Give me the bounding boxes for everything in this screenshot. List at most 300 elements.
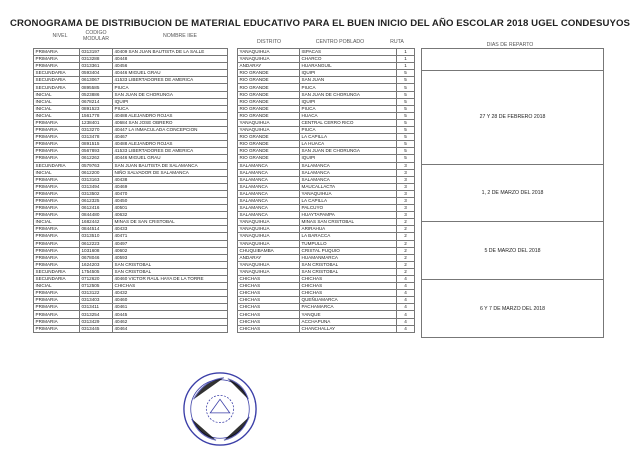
cell-distrito: YANAQUIHUA: [238, 268, 300, 275]
table-row: [34, 233, 415, 240]
table-row: [34, 70, 415, 77]
cell-centro: ISPACAS: [300, 49, 397, 56]
cell-centro: MAUCALLACTA: [300, 183, 397, 190]
cell-ruta: 4: [397, 304, 415, 311]
cell-codigo: 0313254: [80, 311, 113, 318]
cell-nivel: PRIMARIA: [34, 119, 80, 126]
cell-centro: LA BARACCA: [300, 233, 397, 240]
table-row: [34, 297, 415, 304]
cell-centro: MINAS SAN CRISTOBAL: [300, 219, 397, 226]
cell-ruta: 2: [397, 226, 415, 233]
cell-codigo: 0313478: [80, 134, 113, 141]
table-row: [34, 268, 415, 275]
cell-nombre: 40460: [113, 297, 228, 304]
cell-ruta: 2: [397, 240, 415, 247]
header-codigo: CODIGO MODULAR: [83, 30, 109, 42]
cell-centro: CENTRAL CERRO RICO: [300, 119, 397, 126]
cell-spacer: [228, 56, 238, 63]
cell-nivel: SECUNDARIA: [34, 276, 80, 283]
cell-ruta: 5: [397, 141, 415, 148]
cell-spacer: [228, 276, 238, 283]
table-row: [34, 183, 415, 190]
table-row: [34, 141, 415, 148]
cell-ruta: 5: [397, 105, 415, 112]
cell-spacer: [228, 297, 238, 304]
table-row: [34, 49, 415, 56]
cell-nivel: INICIAL: [34, 169, 80, 176]
cell-centro: SALAMANCA: [300, 162, 397, 169]
table-row: [34, 162, 415, 169]
cell-distrito: ANDARAY: [238, 254, 300, 261]
cell-ruta: 4: [397, 325, 415, 332]
table-row: [34, 119, 415, 126]
cell-distrito: YANAQUIHUA: [238, 119, 300, 126]
cell-nivel: PRIMARIA: [34, 304, 80, 311]
header-nombre: NOMBRE IIEE: [162, 33, 197, 39]
cell-nivel: PRIMARIA: [34, 311, 80, 318]
cell-centro: ACCHAPUNA: [300, 318, 397, 325]
cell-codigo: 0313361: [80, 63, 113, 70]
cell-nivel: SECUNDARIA: [34, 268, 80, 275]
cell-ruta: 5: [397, 134, 415, 141]
cell-nombre: 40446 MIGUEL GRAU: [113, 155, 228, 162]
cell-centro: HUAYTAPAMPA: [300, 212, 397, 219]
cell-nombre: 40460 VICTOR RAUL HAYA DE LA TORRE: [113, 276, 228, 283]
header-dias: DIAS DE REPARTO: [486, 42, 534, 48]
cell-distrito: ANDARAY: [238, 63, 300, 70]
cell-nivel: PRIMARIA: [34, 318, 80, 325]
cell-centro: SALAMANCA: [300, 169, 397, 176]
cell-nivel: INICIAL: [34, 98, 80, 105]
cell-codigo: 1624203: [80, 261, 113, 268]
cell-nivel: PRIMARIA: [34, 127, 80, 134]
cell-spacer: [228, 205, 238, 212]
cell-spacer: [228, 304, 238, 311]
cell-codigo: 0895585: [80, 84, 113, 91]
cell-nivel: PRIMARIA: [34, 134, 80, 141]
cell-nivel: PRIMARIA: [34, 56, 80, 63]
date-cell: 27 Y 28 DE FEBRERO 2018: [422, 71, 604, 164]
cell-nombre: SAN JUAN BAUTISTA DE SALAMANCA: [113, 162, 228, 169]
cell-ruta: 4: [397, 290, 415, 297]
schools-table: [33, 48, 415, 333]
cell-distrito: YANAQUIHUA: [238, 127, 300, 134]
header-distrito: DISTRITO: [256, 39, 282, 45]
cell-nombre: 40446 MIGUEL GRAU: [113, 70, 228, 77]
table-row: [34, 77, 415, 84]
cell-codigo: 0313270: [80, 127, 113, 134]
cell-distrito: CHICHAS: [238, 311, 300, 318]
cell-distrito: CHICHAS: [238, 304, 300, 311]
cell-nivel: PRIMARIA: [34, 212, 80, 219]
cell-codigo: 0612200: [80, 169, 113, 176]
cell-distrito: YANAQUIHUA: [238, 261, 300, 268]
cell-distrito: SALAMANCA: [238, 205, 300, 212]
cell-spacer: [228, 247, 238, 254]
cell-distrito: RIO GRANDE: [238, 112, 300, 119]
cell-nombre: 40447 LA INMACULADA CONCEPCION: [113, 127, 228, 134]
cell-nombre: PIUCA: [113, 84, 228, 91]
date-group: [422, 164, 604, 222]
cell-centro: LA HUACA: [300, 141, 397, 148]
cell-spacer: [228, 77, 238, 84]
cell-ruta: 5: [397, 112, 415, 119]
cell-codigo: 0313163: [80, 176, 113, 183]
cell-nivel: PRIMARIA: [34, 247, 80, 254]
cell-nivel: INICIAL: [34, 283, 80, 290]
cell-spacer: [228, 254, 238, 261]
cell-codigo: 0612223: [80, 240, 113, 247]
cell-ruta: 2: [397, 268, 415, 275]
cell-ruta: 2: [397, 233, 415, 240]
official-seal: [181, 370, 259, 448]
date-group: [422, 71, 604, 164]
cell-distrito: CHICHAS: [238, 283, 300, 290]
cell-centro: HUAMANMARCA: [300, 254, 397, 261]
cell-distrito: SALAMANCA: [238, 169, 300, 176]
table-row: [34, 134, 415, 141]
cell-codigo: 0313403: [80, 297, 113, 304]
cell-nombre: 40501: [113, 205, 228, 212]
cell-nivel: PRIMARIA: [34, 297, 80, 304]
table-row: [34, 261, 415, 268]
cell-nivel: PRIMARIA: [34, 148, 80, 155]
cell-distrito: CHICHAS: [238, 325, 300, 332]
cell-centro: HUARANGUIL: [300, 63, 397, 70]
cell-distrito: RIO GRANDE: [238, 141, 300, 148]
cell-ruta: 3: [397, 197, 415, 204]
cell-nivel: PRIMARIA: [34, 63, 80, 70]
cell-ruta: 3: [397, 190, 415, 197]
header-centro: CENTRO POBLADO: [315, 39, 365, 45]
cell-ruta: 5: [397, 91, 415, 98]
cell-ruta: 5: [397, 155, 415, 162]
cell-spacer: [228, 325, 238, 332]
cell-nivel: SECUNDARIA: [34, 162, 80, 169]
table-row: [34, 212, 415, 219]
cell-distrito: RIO GRANDE: [238, 84, 300, 91]
date-group: [422, 49, 604, 71]
cell-spacer: [228, 169, 238, 176]
cell-codigo: 0891523: [80, 105, 113, 112]
cell-spacer: [228, 141, 238, 148]
table-row: [34, 112, 415, 119]
cell-nivel: PRIMARIA: [34, 155, 80, 162]
cell-nombre: 40433: [113, 226, 228, 233]
cell-nivel: PRIMARIA: [34, 226, 80, 233]
cell-spacer: [228, 70, 238, 77]
cell-nivel: PRIMARIA: [34, 190, 80, 197]
cell-centro: CHICHAS: [300, 290, 397, 297]
cell-ruta: 4: [397, 318, 415, 325]
cell-distrito: CHUQUIBAMBA: [238, 247, 300, 254]
cell-ruta: 1: [397, 49, 415, 56]
cell-spacer: [228, 134, 238, 141]
cell-nombre: 40593: [113, 254, 228, 261]
cell-nivel: INICIAL: [34, 91, 80, 98]
cell-nombre: 40684 SAN JOSE OBRERO: [113, 119, 228, 126]
cell-nombre: NIÑO SALVADOR DE SALAMANCA: [113, 169, 228, 176]
cell-codigo: 0844514: [80, 226, 113, 233]
cell-nombre: 40445: [113, 311, 228, 318]
cell-nombre: 40488 ALEJANDRO ROJAS: [113, 141, 228, 148]
cell-distrito: CHICHAS: [238, 297, 300, 304]
date-cell: 1, 2 DE MARZO DEL 2018: [422, 164, 604, 222]
cell-codigo: 1031608: [80, 247, 113, 254]
cell-codigo: 0567893: [80, 148, 113, 155]
table-row: [34, 318, 415, 325]
cell-distrito: RIO GRANDE: [238, 105, 300, 112]
cell-spacer: [228, 226, 238, 233]
cell-centro: CHICHAS: [300, 283, 397, 290]
cell-spacer: [228, 311, 238, 318]
cell-centro: IQUIPI: [300, 98, 397, 105]
table-row: [34, 254, 415, 261]
cell-codigo: 0313445: [80, 325, 113, 332]
cell-nivel: PRIMARIA: [34, 183, 80, 190]
table-row: [34, 283, 415, 290]
cell-centro: SAN CRISTOBAL: [300, 261, 397, 268]
table-row: [34, 176, 415, 183]
table-row: [34, 91, 415, 98]
cell-centro: PIUCA: [300, 84, 397, 91]
cell-codigo: 0891515: [80, 141, 113, 148]
cell-spacer: [228, 233, 238, 240]
cell-nombre: CHICHAS: [113, 283, 228, 290]
cell-nombre: PIUCA: [113, 105, 228, 112]
cell-nombre: 40456: [113, 63, 228, 70]
cell-codigo: 0313197: [80, 49, 113, 56]
cell-nivel: PRIMARIA: [34, 197, 80, 204]
cell-ruta: 3: [397, 169, 415, 176]
cell-nombre: 40602: [113, 247, 228, 254]
cell-nombre: 40467: [113, 134, 228, 141]
table-row: [34, 290, 415, 297]
cell-ruta: 2: [397, 219, 415, 226]
cell-ruta: 1: [397, 63, 415, 70]
cell-ruta: 4: [397, 311, 415, 318]
cell-centro: SAN JUAN DE CHORUNGA: [300, 91, 397, 98]
cell-codigo: 0313122: [80, 290, 113, 297]
cell-spacer: [228, 98, 238, 105]
cell-spacer: [228, 197, 238, 204]
cell-nivel: PRIMARIA: [34, 141, 80, 148]
cell-codigo: 0313288: [80, 56, 113, 63]
document-title: CRONOGRAMA DE DISTRIBUCION DE MATERIAL EDUCATIVO PARA EL BUEN INICIO DEL AÑO ESCOLAR 2018 UGEL CONDESUYOS: [9, 18, 631, 29]
cell-nivel: PRIMARIA: [34, 261, 80, 268]
cell-distrito: CHICHAS: [238, 318, 300, 325]
cell-distrito: RIO GRANDE: [238, 98, 300, 105]
cell-spacer: [228, 127, 238, 134]
cell-ruta: 1: [397, 56, 415, 63]
table-row: [34, 155, 415, 162]
cell-nombre: 40470: [113, 190, 228, 197]
cell-ruta: 3: [397, 183, 415, 190]
table-row: [34, 247, 415, 254]
cell-centro: PIUCA: [300, 105, 397, 112]
table-row: [34, 98, 415, 105]
cell-nombre: 40469: [113, 183, 228, 190]
cell-ruta: 3: [397, 162, 415, 169]
cell-nombre: 40464: [113, 325, 228, 332]
cell-nombre: 40450: [113, 197, 228, 204]
cell-spacer: [228, 119, 238, 126]
cell-nombre: 40432: [113, 290, 228, 297]
cell-codigo: 0712620: [80, 276, 113, 283]
cell-nombre: MINAS DE SAN CRISTOBAL: [113, 219, 228, 226]
header-nivel: NIVEL: [52, 33, 68, 39]
date-cell: [422, 49, 604, 71]
cell-nivel: PRIMARIA: [34, 325, 80, 332]
cell-ruta: 5: [397, 98, 415, 105]
cell-ruta: 4: [397, 276, 415, 283]
cell-ruta: 5: [397, 84, 415, 91]
table-row: [34, 197, 415, 204]
cell-codigo: 1561778: [80, 112, 113, 119]
cell-nivel: PRIMARIA: [34, 233, 80, 240]
cell-distrito: YANAQUIHUA: [238, 219, 300, 226]
cell-distrito: RIO GRANDE: [238, 134, 300, 141]
cell-distrito: RIO GRANDE: [238, 70, 300, 77]
cell-nivel: PRIMARIA: [34, 49, 80, 56]
cell-codigo: 0523886: [80, 91, 113, 98]
cell-centro: CRISTAL PUQUIO: [300, 247, 397, 254]
cell-spacer: [228, 212, 238, 219]
date-group: [422, 280, 604, 338]
table-row: [34, 219, 415, 226]
cell-codigo: 0612325: [80, 197, 113, 204]
cell-ruta: 2: [397, 247, 415, 254]
cell-spacer: [228, 148, 238, 155]
cell-nombre: 40632: [113, 212, 228, 219]
cell-centro: YANAQUIHUA: [300, 190, 397, 197]
cell-codigo: 0712505: [80, 283, 113, 290]
cell-codigo: 0678214: [80, 98, 113, 105]
table-row: [34, 276, 415, 283]
cell-nombre: 40497: [113, 240, 228, 247]
cell-codigo: 0593404: [80, 70, 113, 77]
cell-centro: CHARCO: [300, 56, 397, 63]
table-row: [34, 63, 415, 70]
cell-codigo: 0678046: [80, 254, 113, 261]
cell-nivel: SECUNDARIA: [34, 84, 80, 91]
cell-nombre: SAN CRISTOBAL: [113, 261, 228, 268]
cell-spacer: [228, 268, 238, 275]
cell-centro: TUMPULLO: [300, 240, 397, 247]
cell-spacer: [228, 162, 238, 169]
cell-nivel: PRIMARIA: [34, 240, 80, 247]
cell-codigo: 0613067: [80, 77, 113, 84]
cell-centro: PIUCA: [300, 127, 397, 134]
cell-ruta: 5: [397, 119, 415, 126]
cell-ruta: 3: [397, 205, 415, 212]
cell-nivel: SECUNDARIA: [34, 77, 80, 84]
cell-spacer: [228, 176, 238, 183]
cell-centro: LA CAPILLA: [300, 197, 397, 204]
table-row: [34, 304, 415, 311]
cell-codigo: 1238401: [80, 119, 113, 126]
cell-spacer: [228, 240, 238, 247]
cell-distrito: RIO GRANDE: [238, 148, 300, 155]
table-row: [34, 205, 415, 212]
cell-spacer: [228, 63, 238, 70]
cell-spacer: [228, 105, 238, 112]
cell-nombre: IQUIPI: [113, 98, 228, 105]
cell-ruta: 2: [397, 261, 415, 268]
cell-nivel: PRIMARIA: [34, 176, 80, 183]
cell-codigo: 0612262: [80, 155, 113, 162]
cell-nombre: 40471: [113, 233, 228, 240]
cell-distrito: SALAMANCA: [238, 190, 300, 197]
cell-distrito: CHICHAS: [238, 276, 300, 283]
dates-table: [421, 48, 604, 338]
cell-codigo: 0844480: [80, 212, 113, 219]
cell-ruta: 5: [397, 77, 415, 84]
cell-distrito: SALAMANCA: [238, 212, 300, 219]
cell-distrito: RIO GRANDE: [238, 91, 300, 98]
table-row: [34, 127, 415, 134]
cell-centro: SALAMANCA: [300, 176, 397, 183]
cell-ruta: 3: [397, 176, 415, 183]
cell-distrito: YANAQUIHUA: [238, 226, 300, 233]
cell-nivel: INICIAL: [34, 105, 80, 112]
cell-distrito: YANAQUIHUA: [238, 240, 300, 247]
cell-nombre: 40438: [113, 176, 228, 183]
cell-distrito: SALAMANCA: [238, 176, 300, 183]
cell-distrito: YANAQUIHUA: [238, 56, 300, 63]
table-row: [34, 105, 415, 112]
table-row: [34, 226, 415, 233]
table-row: [34, 169, 415, 176]
cell-centro: SAN CRISTOBAL: [300, 268, 397, 275]
cell-codigo: 1754505: [80, 268, 113, 275]
date-cell: 6 Y 7 DE MARZO DEL 2018: [422, 280, 604, 338]
cell-nivel: INICIAL: [34, 112, 80, 119]
cell-ruta: 4: [397, 297, 415, 304]
cell-centro: LA CAPILLA: [300, 134, 397, 141]
cell-centro: PACHAMARCA: [300, 304, 397, 311]
cell-nivel: INICIAL: [34, 219, 80, 226]
cell-codigo: 0612416: [80, 205, 113, 212]
cell-centro: PALCUYO: [300, 205, 397, 212]
cell-nombre: SAN JUAN DE CHORUNGA: [113, 91, 228, 98]
cell-nombre: 41533 LIBERTADORES DE AMERICA: [113, 77, 228, 84]
cell-distrito: RIO GRANDE: [238, 77, 300, 84]
cell-ruta: 5: [397, 70, 415, 77]
cell-ruta: 5: [397, 148, 415, 155]
cell-centro: ARIRAHUA: [300, 226, 397, 233]
date-cell: 5 DE MARZO DEL 2018: [422, 222, 604, 280]
cell-nombre: 40409 SAN JUAN BAUTISTA DE LA SALLE: [113, 49, 228, 56]
cell-centro: SAN JUAN DE CHORUNGA: [300, 148, 397, 155]
cell-distrito: YANAQUIHUA: [238, 49, 300, 56]
table-row: [34, 148, 415, 155]
cell-distrito: RIO GRANDE: [238, 155, 300, 162]
cell-nivel: PRIMARIA: [34, 254, 80, 261]
cell-spacer: [228, 84, 238, 91]
cell-codigo: 1682442: [80, 219, 113, 226]
cell-spacer: [228, 290, 238, 297]
cell-codigo: 0313494: [80, 183, 113, 190]
cell-ruta: 4: [397, 283, 415, 290]
cell-spacer: [228, 155, 238, 162]
cell-distrito: YANAQUIHUA: [238, 233, 300, 240]
cell-spacer: [228, 190, 238, 197]
table-row: [34, 84, 415, 91]
table-row: [34, 190, 415, 197]
cell-codigo: 0313502: [80, 190, 113, 197]
cell-ruta: 2: [397, 254, 415, 261]
